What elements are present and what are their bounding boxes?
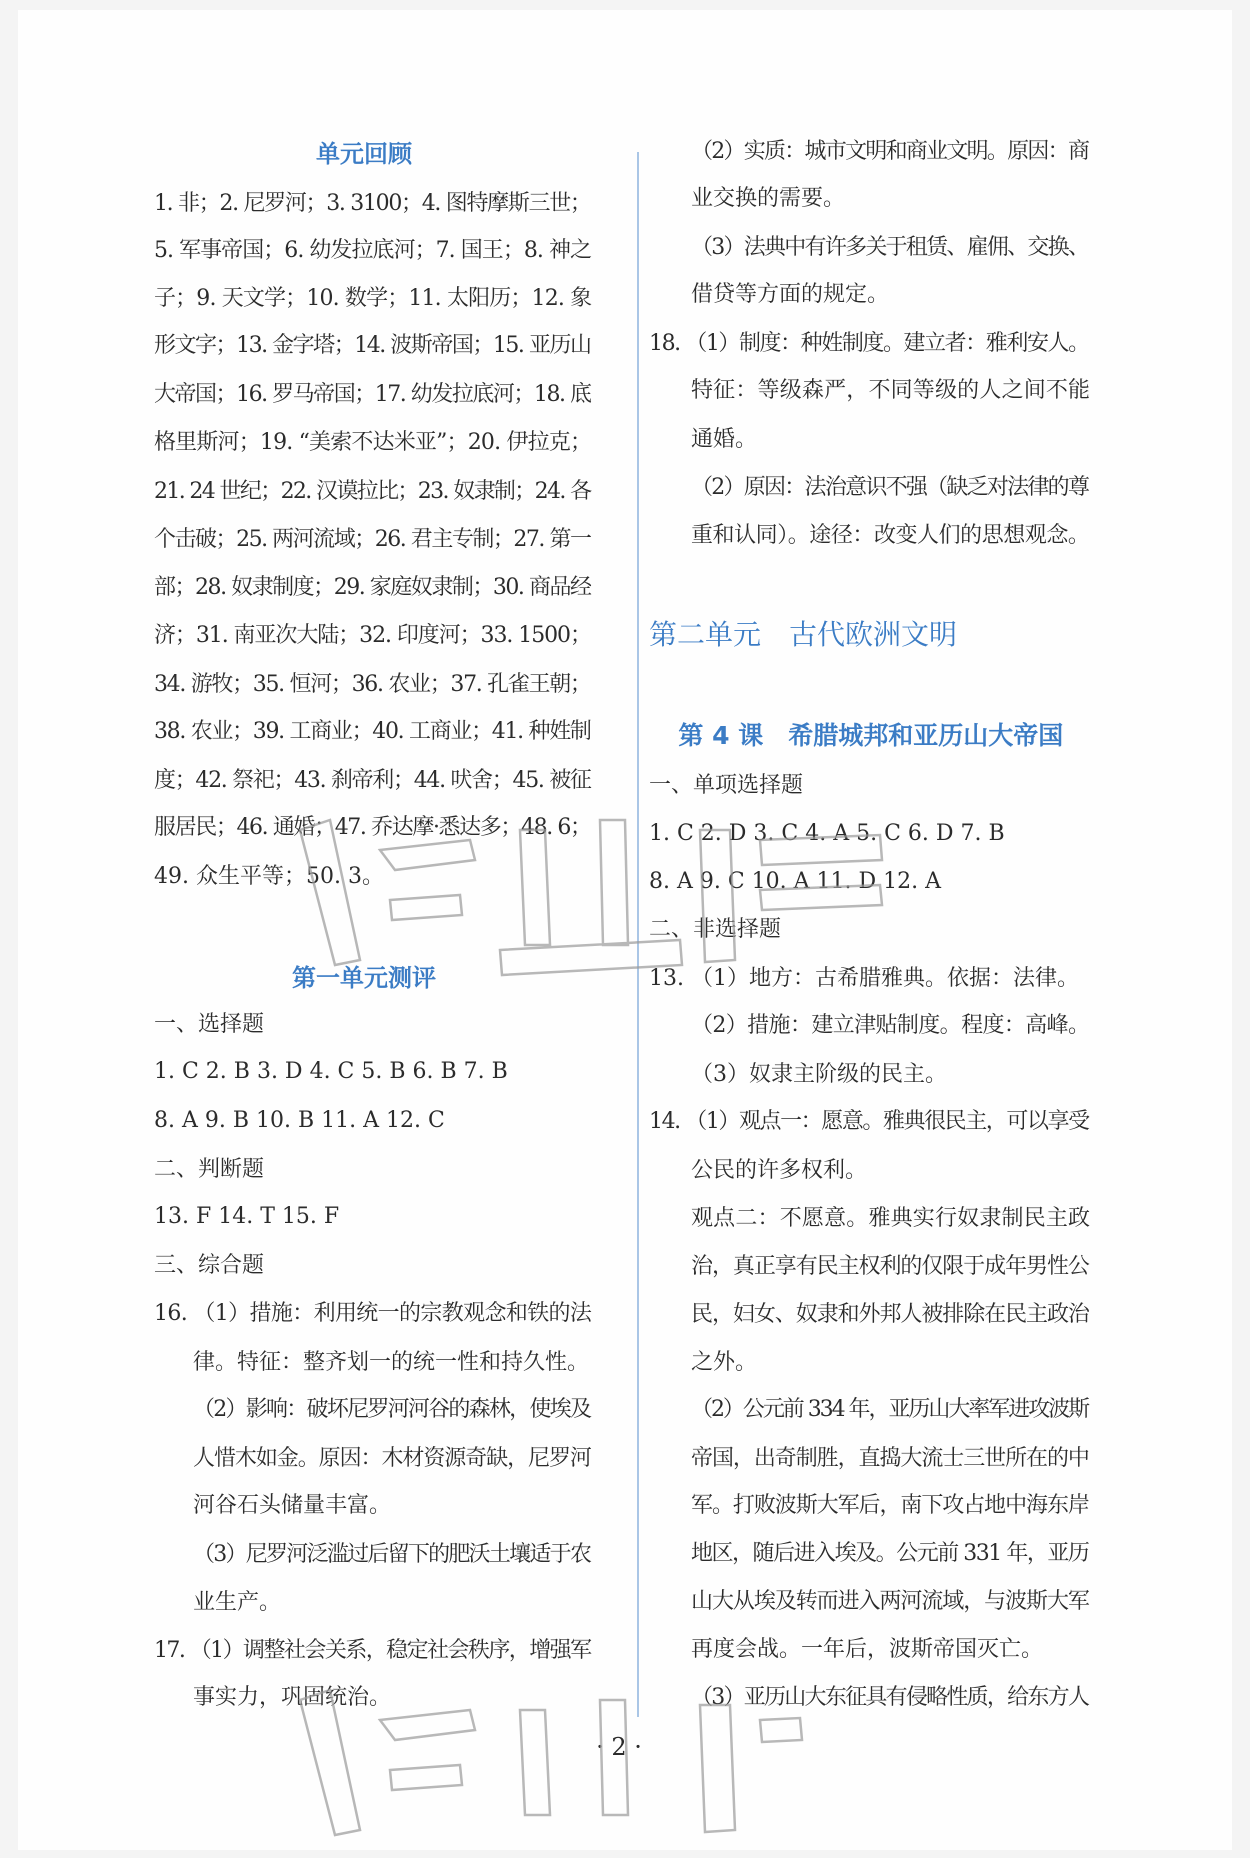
answer-line: 34. 游牧；35. 恒河；36. 农业；37. 孔雀王朝； (154, 671, 591, 697)
answer-line: 业生产。 (193, 1590, 282, 1616)
answer-line: 8. A 9. C 10. A 11. D 12. A (649, 868, 942, 894)
answer-line: 14. （1）观点一：愿意。雅典很民主，可以享受 (649, 1109, 1089, 1135)
answer-line: 一、选择题 (154, 1012, 265, 1038)
answer-line: 人惜木如金。原因：木材资源奇缺，尼罗河 (193, 1445, 591, 1471)
answer-line: （2）影响：破坏尼罗河河谷的森林，使埃及 (193, 1397, 591, 1423)
answer-line: 民，妇女、奴隶和外邦人被排除在民主政治 (691, 1302, 1089, 1328)
answer-line: 再度会战。一年后，波斯帝国灭亡。 (691, 1636, 1044, 1662)
answer-line: （3）法典中有许多关于租赁、雇佣、交换、 (691, 234, 1089, 260)
answer-line: 13. （1）地方：古希腊雅典。依据：法律。 (649, 965, 1079, 991)
answer-line: （2）原因：法治意识不强（缺乏对法律的尊 (691, 475, 1089, 501)
answer-line: 49. 众生平等；50. 3。 (154, 863, 384, 889)
answer-line: 17. （1）调整社会关系，稳定社会秩序，增强军 (154, 1637, 591, 1663)
answer-line: （2）公元前 334 年，亚历山大率军进攻波斯 (691, 1397, 1089, 1423)
answer-line: 借贷等方面的规定。 (691, 282, 890, 308)
section-heading: 第一单元测评 (292, 963, 436, 992)
answer-line: 16. （1）措施：利用统一的宗教观念和铁的法 (154, 1301, 592, 1327)
answer-line: 18. （1）制度：种姓制度。建立者：雅利安人。 (649, 330, 1089, 356)
answer-line: 大帝国；16. 罗马帝国；17. 幼发拉底河；18. 底 (154, 381, 591, 407)
answer-line: 5. 军事帝国；6. 幼发拉底河；7. 国王；8. 神之 (154, 238, 592, 264)
answer-line: 济；31. 南亚次大陆；32. 印度河；33. 1500； (154, 623, 591, 649)
answer-line: 重和认同）。途径：改变人们的思想观念。 (691, 522, 1090, 548)
page-number: · 2 · (596, 1733, 642, 1761)
answer-line: 律。特征：整齐划一的统一性和持久性。 (193, 1349, 590, 1375)
answer-line: （3）奴隶主阶级的民主。 (691, 1061, 947, 1087)
answer-line: 二、判断题 (154, 1156, 265, 1182)
answer-line: 38. 农业；39. 工商业；40. 工商业；41. 种姓制 (154, 719, 591, 745)
answer-line: 军。打败波斯大军后，南下攻占地中海东岸 (691, 1493, 1089, 1519)
answer-line: 事实力，巩固统治。 (193, 1685, 392, 1711)
answer-line: 形文字；13. 金字塔；14. 波斯帝国；15. 亚历山 (154, 333, 591, 359)
answer-line: 通婚。 (691, 426, 758, 452)
answer-line: 1. C 2. B 3. D 4. C 5. B 6. B 7. B (154, 1059, 508, 1085)
answer-line: 山大从埃及转而进入两河流域，与波斯大军 (691, 1589, 1089, 1615)
answer-line: 服居民；46. 通婚；47. 乔达摩·悉达多；48. 6； (154, 815, 591, 841)
answer-line: 21. 24 世纪；22. 汉谟拉比；23. 奴隶制；24. 各 (154, 478, 591, 504)
answer-line: （2）实质：城市文明和商业文明。原因：商 (691, 138, 1089, 164)
answer-line: （3）亚历山大东征具有侵略性质，给东方人 (691, 1685, 1089, 1711)
answer-page (18, 10, 1232, 1850)
answer-line: 一、单项选择题 (649, 772, 804, 798)
answer-line: 特征：等级森严，不同等级的人之间不能 (691, 378, 1091, 404)
answer-line: 治，真正享有民主权利的仅限于成年男性公 (691, 1253, 1089, 1279)
answer-line: 个击破；25. 两河流域；26. 君主专制；27. 第一 (154, 527, 591, 553)
lesson-title: 第 4 课 希腊城邦和亚历山大帝国 (678, 720, 1064, 750)
answer-line: 观点二：不愿意。雅典实行奴隶制民主政 (691, 1206, 1091, 1232)
answer-line: 公民的许多权利。 (691, 1157, 868, 1183)
answer-line: 帝国，出奇制胜，直捣大流士三世所在的中 (691, 1445, 1089, 1471)
answer-line: （3）尼罗河泛滥过后留下的肥沃土壤适于农 (193, 1541, 591, 1567)
answer-line: 二、非选择题 (649, 917, 782, 943)
answer-line: 格里斯河；19. “美索不达米亚”；20. 伊拉克； (154, 430, 592, 456)
section-heading: 单元回顾 (316, 140, 412, 169)
answer-line: 河谷石头储量丰富。 (193, 1493, 392, 1519)
answer-line: 部；28. 奴隶制度；29. 家庭奴隶制；30. 商品经 (154, 574, 591, 600)
answer-line: 之外。 (691, 1349, 758, 1375)
answer-line: 子；9. 天文学；10. 数学；11. 太阳历；12. 象 (154, 285, 592, 311)
answer-line: 三、综合题 (154, 1252, 265, 1278)
answer-line: 8. A 9. B 10. B 11. A 12. C (154, 1108, 445, 1133)
column-divider (637, 152, 639, 1717)
answer-line: 1. 非；2. 尼罗河；3. 3100；4. 图特摩斯三世； (154, 190, 591, 216)
answer-line: 度；42. 祭祀；43. 刹帝利；44. 吠舍；45. 被征 (154, 767, 591, 793)
answer-line: （2）措施：建立津贴制度。程度：高峰。 (691, 1013, 1090, 1039)
unit-title: 第二单元 古代欧洲文明 (649, 618, 958, 652)
answer-line: 地区，随后进入埃及。公元前 331 年，亚历 (691, 1540, 1089, 1566)
answer-line: 业交换的需要。 (691, 186, 846, 212)
answer-line: 13. F 14. T 15. F (154, 1203, 340, 1229)
answer-line: 1. C 2. D 3. C 4. A 5. C 6. D 7. B (649, 821, 1005, 847)
